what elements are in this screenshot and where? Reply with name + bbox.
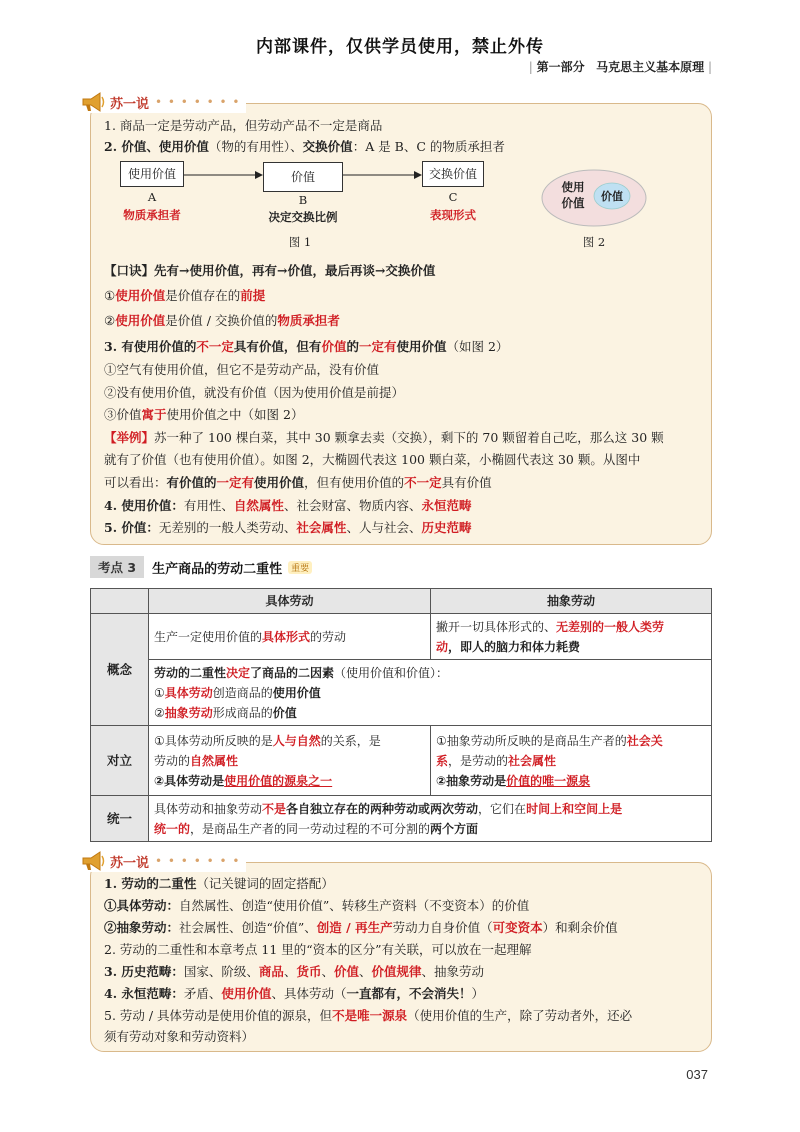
fig1-label-a: A bbox=[147, 190, 157, 204]
fig1-caption: 图 1 bbox=[288, 235, 312, 249]
box1-mnemonic: 【口诀】先有→使用价值，再有→价值，最后再谈→交换价值 bbox=[104, 263, 436, 278]
fig1-label-c: C bbox=[448, 190, 458, 204]
box1-example-line3: 可以看出：有价值的一定有使用价值，但有使用价值的不一定具有价值 bbox=[104, 475, 492, 490]
box1-case2: ②没有使用价值，就没有价值（因为使用价值是前提） bbox=[104, 385, 405, 400]
cell-concept-full: 劳动的二重性决定了商品的二因素（使用价值和价值）： ①具体劳动创造商品的使用价值 ②抽象劳动形成商品的价值 bbox=[149, 660, 712, 726]
fig2-caption: 图 2 bbox=[582, 235, 606, 249]
tag-dots: • • • • • • • bbox=[155, 95, 241, 109]
box1-case1: ①空气有使用价值，但它不是劳动产品，没有价值 bbox=[104, 362, 380, 377]
box1-line2: 2. 价值、使用价值（物的有用性）、交换价值：A 是 B、C 的物质承担者 bbox=[104, 139, 505, 154]
cell-concept-left: 生产一定使用价值的具体形式的劳动 bbox=[149, 614, 431, 660]
fig1-arrows bbox=[184, 168, 424, 182]
megaphone-icon bbox=[80, 91, 106, 113]
cell-oppose-right: ①抽象劳动所反映的是商品生产者的社会关 系，是劳动的社会属性 ②抽象劳动是价值的唯一源泉 bbox=[431, 726, 712, 796]
box2-line8: 须有劳动对象和劳动资料） bbox=[104, 1029, 255, 1044]
fig1-label-b: B bbox=[298, 193, 308, 207]
box1-line3: 3. 有使用价值的不一定具有价值，但有价值的一定有使用价值（如图 2） bbox=[104, 339, 509, 354]
box1-point1: ①使用价值是价值存在的前提 bbox=[104, 288, 266, 303]
section-breadcrumb: | 第一部分 马克思主义基本原理 | bbox=[528, 60, 712, 74]
table-header-blank bbox=[91, 589, 149, 614]
box2-line1: 1. 劳动的二重性（记关键词的固定搭配） bbox=[104, 876, 334, 891]
dual-labor-table bbox=[90, 588, 712, 842]
section-tag: 考点 3 bbox=[90, 556, 144, 578]
box2-line5: 3. 历史范畴：国家、阶级、商品、货币、价值、价值规律、抽象劳动 bbox=[104, 964, 485, 979]
box1-line1: 1. 商品一定是劳动产品，但劳动产品不一定是商品 bbox=[104, 118, 383, 133]
fig1-sub-b: 决定交换比例 bbox=[268, 210, 338, 224]
fig1-sub-a: 物质承担者 bbox=[123, 208, 181, 222]
row-header-concept: 概念 bbox=[91, 614, 149, 726]
tag-dots: • • • • • • • bbox=[155, 854, 241, 868]
box2-line3: ②抽象劳动：社会属性、创造“价值”、创造 / 再生产劳动力自身价值（可变资本）和剩余价值 bbox=[104, 920, 618, 935]
fig2-outer-label-1: 使用 bbox=[561, 180, 585, 194]
fig1-box-value: 价值 bbox=[263, 162, 343, 192]
breadcrumb-name: 马克思主义基本原理 bbox=[596, 60, 705, 74]
box1-line4: 4. 使用价值：有用性、自然属性、社会财富、物质内容、永恒范畴 bbox=[104, 498, 472, 513]
box1-example-line2: 就有了价值（也有使用价值）。如图 2，大椭圆代表这 100 颗白菜，小椭圆代表这 30 颗。从图中 bbox=[104, 452, 641, 467]
cell-unify: 具体劳动和抽象劳动不是各自独立存在的两种劳动或两次劳动，它们在时间上和空间上是 统一的，是商品生产者的同一劳动过程的不可分割的两个方面 bbox=[149, 796, 712, 842]
section-header bbox=[90, 556, 312, 578]
table-header-abstract: 抽象劳动 bbox=[431, 589, 712, 614]
note-box-1-label: 苏一说 bbox=[110, 96, 150, 112]
page-header-title: 内部课件，仅供学员使用，禁止外传 bbox=[256, 37, 544, 57]
fig1-box-use-value: 使用价值 bbox=[120, 161, 184, 187]
fig2-outer-label-2: 价值 bbox=[561, 196, 585, 210]
table-header-concrete: 具体劳动 bbox=[149, 589, 431, 614]
cell-oppose-left: ①具体劳动所反映的是人与自然的关系，是 劳动的自然属性 ②具体劳动是使用价值的源泉之一 bbox=[149, 726, 431, 796]
box2-line7: 5. 劳动 / 具体劳动是使用价值的源泉，但不是唯一源泉（使用价值的生产，除了劳动者外，还必 bbox=[104, 1008, 633, 1023]
megaphone-icon bbox=[80, 850, 106, 872]
row-header-unify: 统一 bbox=[91, 796, 149, 842]
box2-line4: 2. 劳动的二重性和本章考点 11 里的“资本的区分”有关联，可以放在一起理解 bbox=[104, 942, 532, 957]
fig1-sub-c: 表现形式 bbox=[430, 208, 476, 222]
cell-concept-right: 撇开一切具体形式的、无差别的一般人类劳 动，即人的脑力和体力耗费 bbox=[431, 614, 712, 660]
box1-line5: 5. 价值：无差别的一般人类劳动、社会属性、人与社会、历史范畴 bbox=[104, 520, 472, 535]
box1-case3: ③价值寓于使用价值之中（如图 2） bbox=[104, 407, 304, 422]
note-box-2-label: 苏一说 bbox=[110, 855, 150, 871]
box1-point2: ②使用价值是价值 / 交换价值的物质承担者 bbox=[104, 313, 340, 328]
fig1-box-exchange-value: 交换价值 bbox=[422, 161, 484, 187]
note-box-1-tag bbox=[80, 91, 246, 113]
important-badge: 重要 bbox=[288, 561, 312, 574]
box2-line6: 4. 永恒范畴：矛盾、使用价值、具体劳动（一直都有，不会消失！） bbox=[104, 986, 484, 1001]
page-number: 037 bbox=[686, 1067, 708, 1082]
box2-line2: ①具体劳动：自然属性、创造“使用价值”、转移生产资料（不变资本）的价值 bbox=[104, 898, 530, 913]
box1-example-line1: 【举例】苏一种了 100 棵白菜，其中 30 颗拿去卖（交换），剩下的 70 颗留着自己吃，那么这 30 颗 bbox=[104, 430, 664, 445]
row-header-oppose: 对立 bbox=[91, 726, 149, 796]
section-title: 生产商品的劳动二重性 bbox=[152, 561, 283, 577]
fig2-inner-label: 价值 bbox=[601, 190, 623, 203]
breadcrumb-part: 第一部分 bbox=[536, 60, 585, 74]
note-box-2-tag bbox=[80, 850, 246, 872]
